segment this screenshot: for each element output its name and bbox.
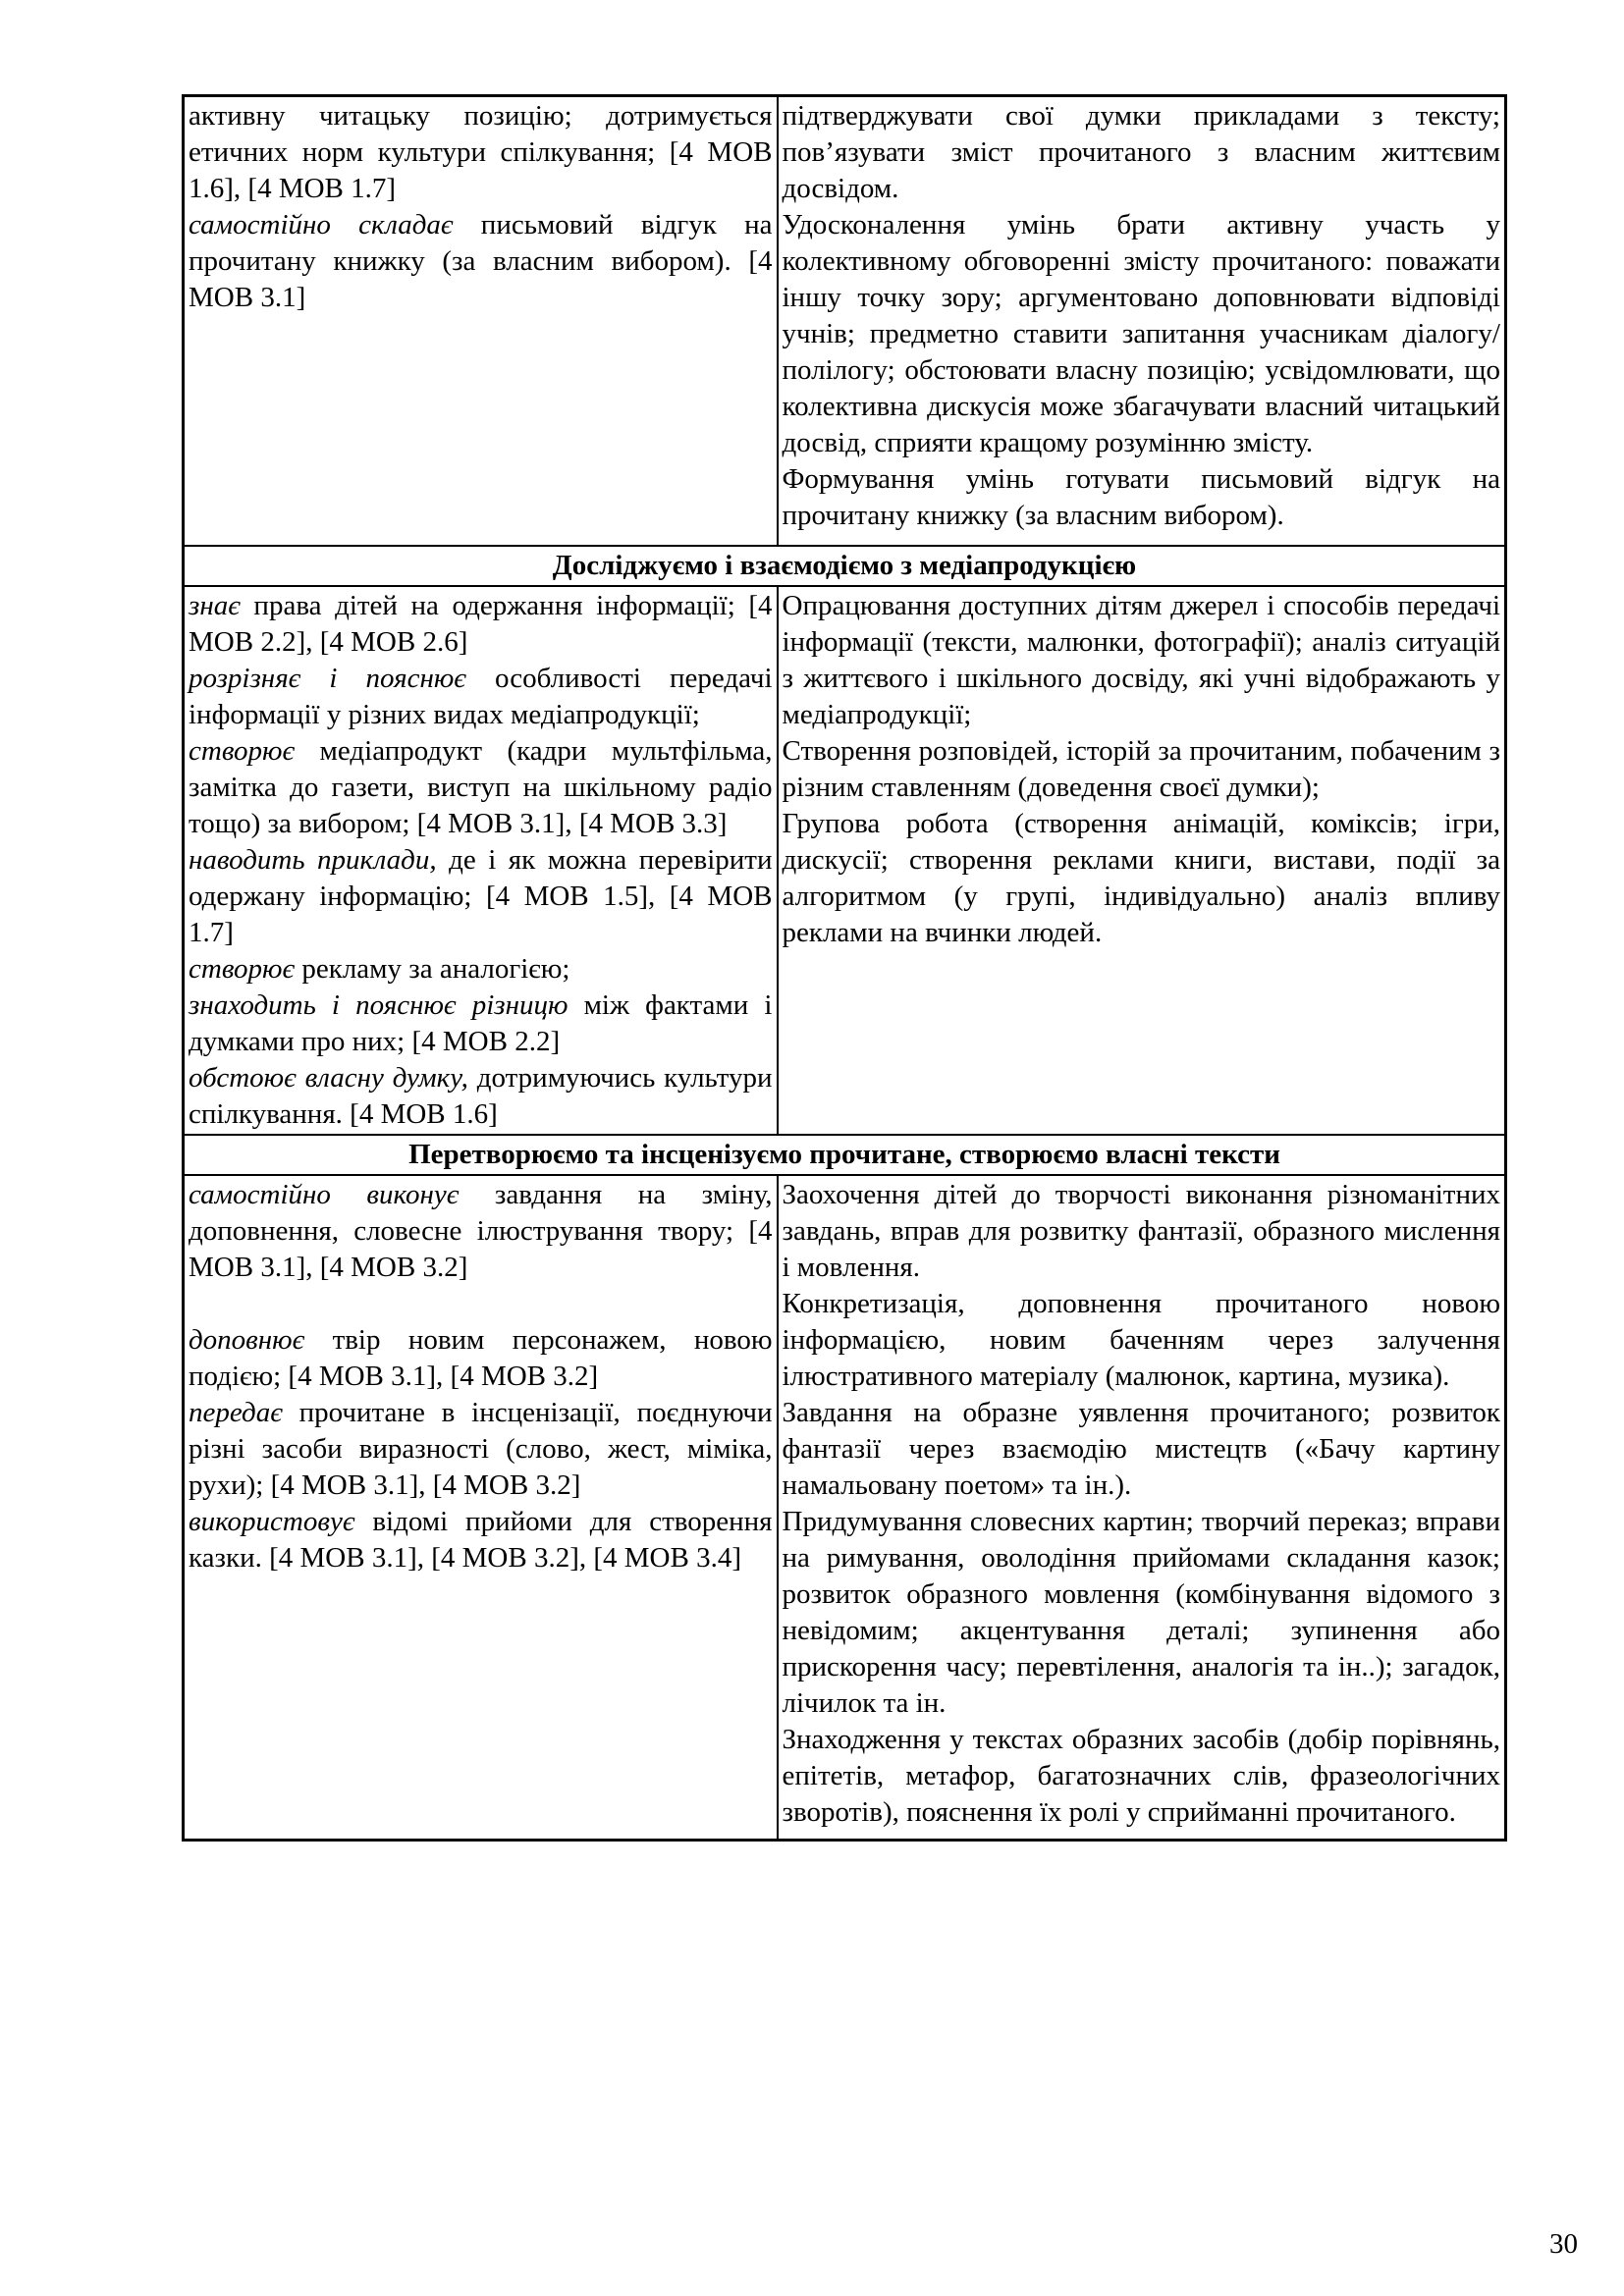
italic-run: передає xyxy=(189,1396,283,1428)
table-row xyxy=(184,96,1506,546)
italic-run: створює xyxy=(189,952,296,985)
content-cell xyxy=(778,1175,1506,1841)
text-run: Придумування словесних картин; творчий переказ; вправи на римування, оволодіння прийомами складання казок; розвиток образного мовлення (комбінування відомого з невідомим; акцентування деталі; зупинення або прискорення часу; перевтілення, аналогія та ін..); загадок, лічилок та ін. xyxy=(782,1505,1500,1719)
paragraph xyxy=(783,1504,1501,1722)
paragraph xyxy=(189,1504,773,1576)
text-run: між фактами і думками про них; [4 МОВ 2.2] xyxy=(189,988,773,1057)
paragraph xyxy=(189,988,773,1060)
paragraph xyxy=(189,207,773,316)
italic-run: створює xyxy=(189,734,296,767)
table-row xyxy=(184,546,1506,586)
text-run: Удосконалення умінь брати активну участь у колективному обговоренні змісту прочитаного: поважати іншу точку зору; аргументовано доповнювати відповіді учнів; предметно ставити запитання учасникам діалогу/полілогу; обстоювати власну позицію; усвідомлювати, що колективна дискусія може збагачувати власний читацький досвід, сприяти кращому розумінню змісту. xyxy=(782,209,1500,458)
text-run: де і як можна перевірити одержану інформацію; [4 МОВ 1.5], [4 МОВ 1.7] xyxy=(189,843,773,948)
italic-run: розрізняє і пояснює xyxy=(189,662,466,694)
text-run: Конкретизація, доповнення прочитаного новою інформацією, новим баченням через залучення ілюстративного матеріалу (малюнок, картина, музика). xyxy=(782,1287,1500,1392)
italic-run: доповнює xyxy=(189,1323,305,1356)
paragraph xyxy=(783,98,1501,207)
italic-run: самостійно виконує xyxy=(189,1178,460,1210)
text-run: дотримуючись культури спілкування. [4 МОВ 1.6] xyxy=(189,1061,773,1130)
text-run: Завдання на образне уявлення прочитаного; розвиток фантазії через взаємодію мистецтв («Бачу картину намальовану поетом» та ін.). xyxy=(782,1396,1500,1501)
italic-run: самостійно складає xyxy=(189,209,454,240)
paragraph xyxy=(783,1395,1501,1504)
paragraph xyxy=(189,1395,773,1504)
table-row xyxy=(184,1175,1506,1841)
paragraph xyxy=(189,1322,773,1395)
paragraph xyxy=(783,806,1501,951)
paragraph xyxy=(783,1722,1501,1831)
page-number: 30 xyxy=(1549,2228,1578,2260)
paragraph xyxy=(189,1286,773,1322)
curriculum-table-body xyxy=(184,96,1506,1841)
paragraph xyxy=(783,1177,1501,1286)
paragraph xyxy=(189,1060,773,1133)
content-cell xyxy=(778,96,1506,546)
paragraph xyxy=(189,588,773,661)
paragraph xyxy=(783,207,1501,461)
paragraph xyxy=(189,98,773,207)
table-row xyxy=(184,586,1506,1135)
section-header: Перетворюємо та інсценізуємо прочитане, створюємо власні тексти xyxy=(184,1135,1506,1175)
text-run: письмовий відгук на прочитану книжку (за власним вибором). [4 МОВ 3.1] xyxy=(189,209,773,313)
table-row xyxy=(184,1135,1506,1175)
text-run: особливості передачі інформації у різних видах медіапродукції; xyxy=(189,662,773,730)
text-run: права дітей на одержання інформації; [4 МОВ 2.2], [4 МОВ 2.6] xyxy=(189,589,773,658)
section-header: Досліджуємо і взаємодіємо з медіапродукцією xyxy=(184,546,1506,586)
text-run: твір новим персонажем, новою подією; [4 МОВ 3.1], [4 МОВ 3.2] xyxy=(189,1323,773,1392)
italic-run: використовує xyxy=(189,1505,355,1537)
paragraph xyxy=(783,461,1501,534)
curriculum-table xyxy=(182,94,1507,1842)
text-run: Формування умінь готувати письмовий відгук на прочитану книжку (за власним вибором). xyxy=(782,463,1500,531)
outcomes-cell xyxy=(184,96,778,546)
text-run: прочитане в інсценізації, поєднуючи різні засоби виразності (слово, жест, міміка, рухи); [4 МОВ 3.1], [4 МОВ 3.2] xyxy=(189,1396,773,1501)
text-run: Групова робота (створення анімацій, коміксів; ігри, дискусії; створення реклами книги, вистави, події за алгоритмом (у групі, індивідуально) аналіз впливу реклами на вчинки людей. xyxy=(782,807,1500,948)
text-run: Знаходження у текстах образних засобів (добір порівнянь, епітетів, метафор, багатозначних слів, фразеологічних зворотів), пояснення їх ролі у сприйманні прочитаного. xyxy=(782,1723,1500,1828)
text-run: Опрацювання доступних дітям джерел і способів передачі інформації (тексти, малюнки, фотографії); аналіз ситуацій з життєвого і шкільного досвіду, які учні відображають у медіапродукції; xyxy=(782,589,1500,730)
italic-run: обстоює власну думку, xyxy=(189,1061,468,1094)
paragraph xyxy=(189,951,773,988)
italic-run: наводить приклади, xyxy=(189,843,437,876)
text-run: підтверджувати свої думки прикладами з тексту; пов’язувати зміст прочитаного з власним життєвим досвідом. xyxy=(782,100,1500,204)
text-run: відомі прийоми для створення казки. [4 МОВ 3.1], [4 МОВ 3.2], [4 МОВ 3.4] xyxy=(189,1505,773,1574)
paragraph xyxy=(783,588,1501,733)
text-run: рекламу за аналогією; xyxy=(295,952,570,985)
outcomes-cell xyxy=(184,1175,778,1841)
paragraph xyxy=(189,661,773,733)
text-run: медіапродукт (кадри мультфільма, замітка до газети, виступ на шкільному радіо тощо) за вибором; [4 МОВ 3.1], [4 МОВ 3.3] xyxy=(189,734,773,839)
paragraph xyxy=(189,1177,773,1286)
paragraph xyxy=(189,733,773,842)
paragraph xyxy=(783,1286,1501,1395)
text-run: активну читацьку позицію; дотримується етичних норм культури спілкування; [4 МОВ 1.6], [4 МОВ 1.7] xyxy=(189,100,773,204)
text-run: Заохочення дітей до творчості виконання різноманітних завдань, вправ для розвитку фантазії, образного мислення і мовлення. xyxy=(782,1178,1500,1283)
outcomes-cell xyxy=(184,586,778,1135)
text-run: завдання на зміну, доповнення, словесне ілюстрування твору; [4 МОВ 3.1], [4 МОВ 3.2] xyxy=(189,1178,773,1283)
italic-run: знаходить і пояснює різницю xyxy=(189,988,568,1021)
text-run: Створення розповідей, історій за прочитаним, побаченим з різним ставленням (доведення своєї думки); xyxy=(782,734,1500,803)
content-cell xyxy=(778,586,1506,1135)
paragraph xyxy=(783,733,1501,806)
italic-run: знає xyxy=(189,589,241,621)
paragraph xyxy=(189,842,773,951)
